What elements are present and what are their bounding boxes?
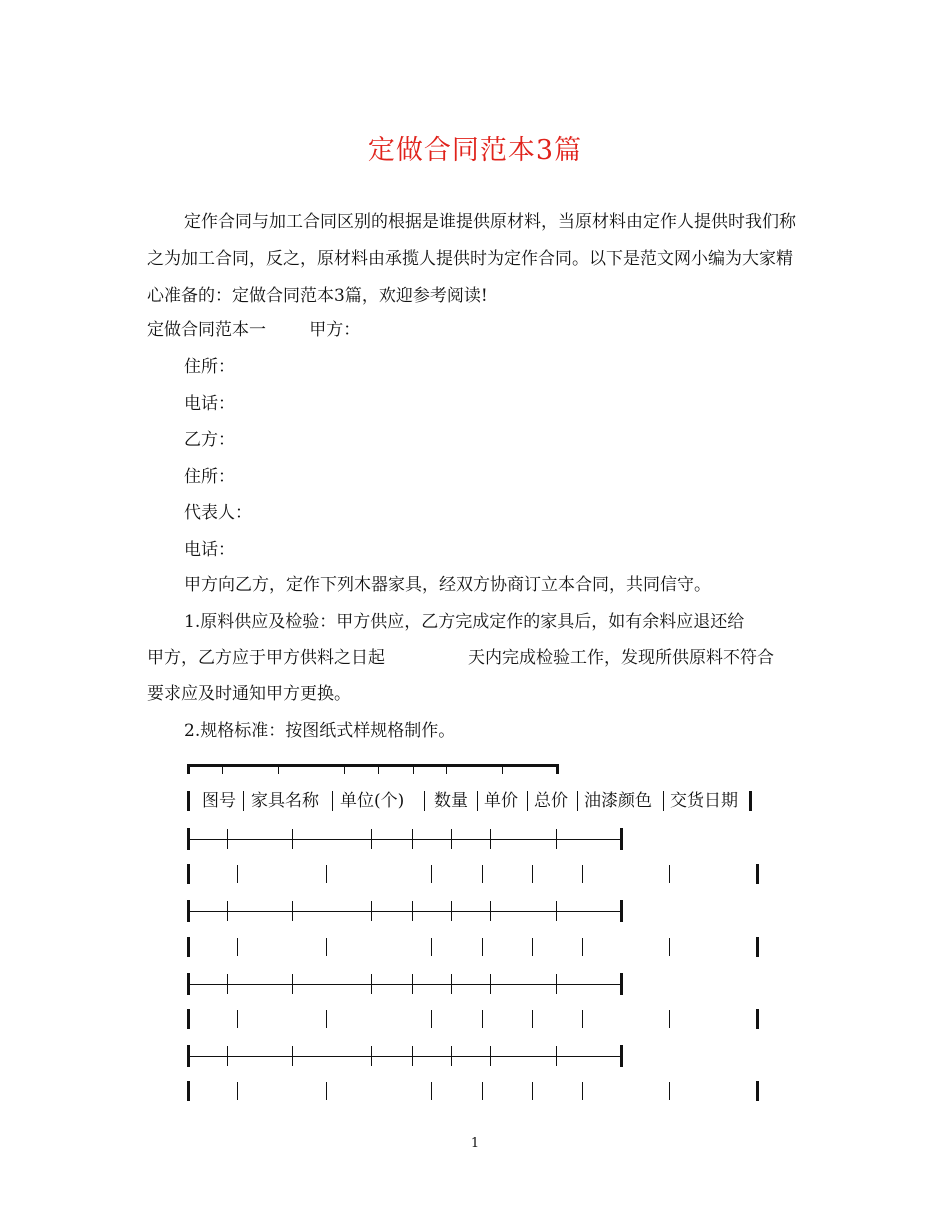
header-cell: 图号	[202, 791, 236, 811]
clause1-line2b: 天内完成检验工作，发现所供原料不符合	[468, 648, 774, 668]
header-cell: 交货日期	[670, 791, 738, 811]
header-cell: 家具名称	[251, 791, 319, 811]
header-cell: 总价	[534, 791, 568, 811]
page-number: 1	[470, 1136, 480, 1151]
section-heading: 定做合同范本一 甲方：	[147, 320, 361, 340]
party-a-label: 甲方：	[309, 320, 361, 340]
clause2: 2.规格标准：按图纸式样规格制作。	[184, 721, 456, 741]
field-address-b: 住所：	[184, 467, 235, 487]
field-phone-a: 电话：	[184, 394, 235, 414]
clause-intro: 甲方向乙方，定作下列木器家具，经双方协商订立本合同，共同信守。	[184, 575, 711, 595]
document-title: 定做合同范本3篇	[367, 135, 583, 166]
field-phone-b: 电话：	[184, 540, 235, 560]
clause1-line2a: 甲方，乙方应于甲方供料之日起	[147, 648, 385, 668]
field-address-a: 住所：	[184, 357, 235, 377]
clause1-line3: 要求应及时通知甲方更换。	[147, 684, 351, 704]
field-party-b: 乙方：	[184, 430, 235, 450]
clause1-line1: 1.原料供应及检验：甲方供应，乙方完成定作的家具后，如有余料应退还给	[184, 612, 745, 632]
intro-paragraph: 定作合同与加工合同区别的根据是谁提供原材料，当原材料由定作人提供时我们称之为加工合同，反之，原材料由承揽人提供时为定作合同。以下是范文网小编为大家精心准备的：定做合同范本3篇，欢迎参考阅读!	[147, 212, 796, 306]
header-cell: 油漆颜色	[584, 791, 652, 811]
header-cell: 单位(个)	[340, 791, 405, 811]
header-cell: 单价	[484, 791, 518, 811]
field-representative: 代表人：	[184, 503, 252, 523]
header-cell: 数量	[434, 791, 468, 811]
